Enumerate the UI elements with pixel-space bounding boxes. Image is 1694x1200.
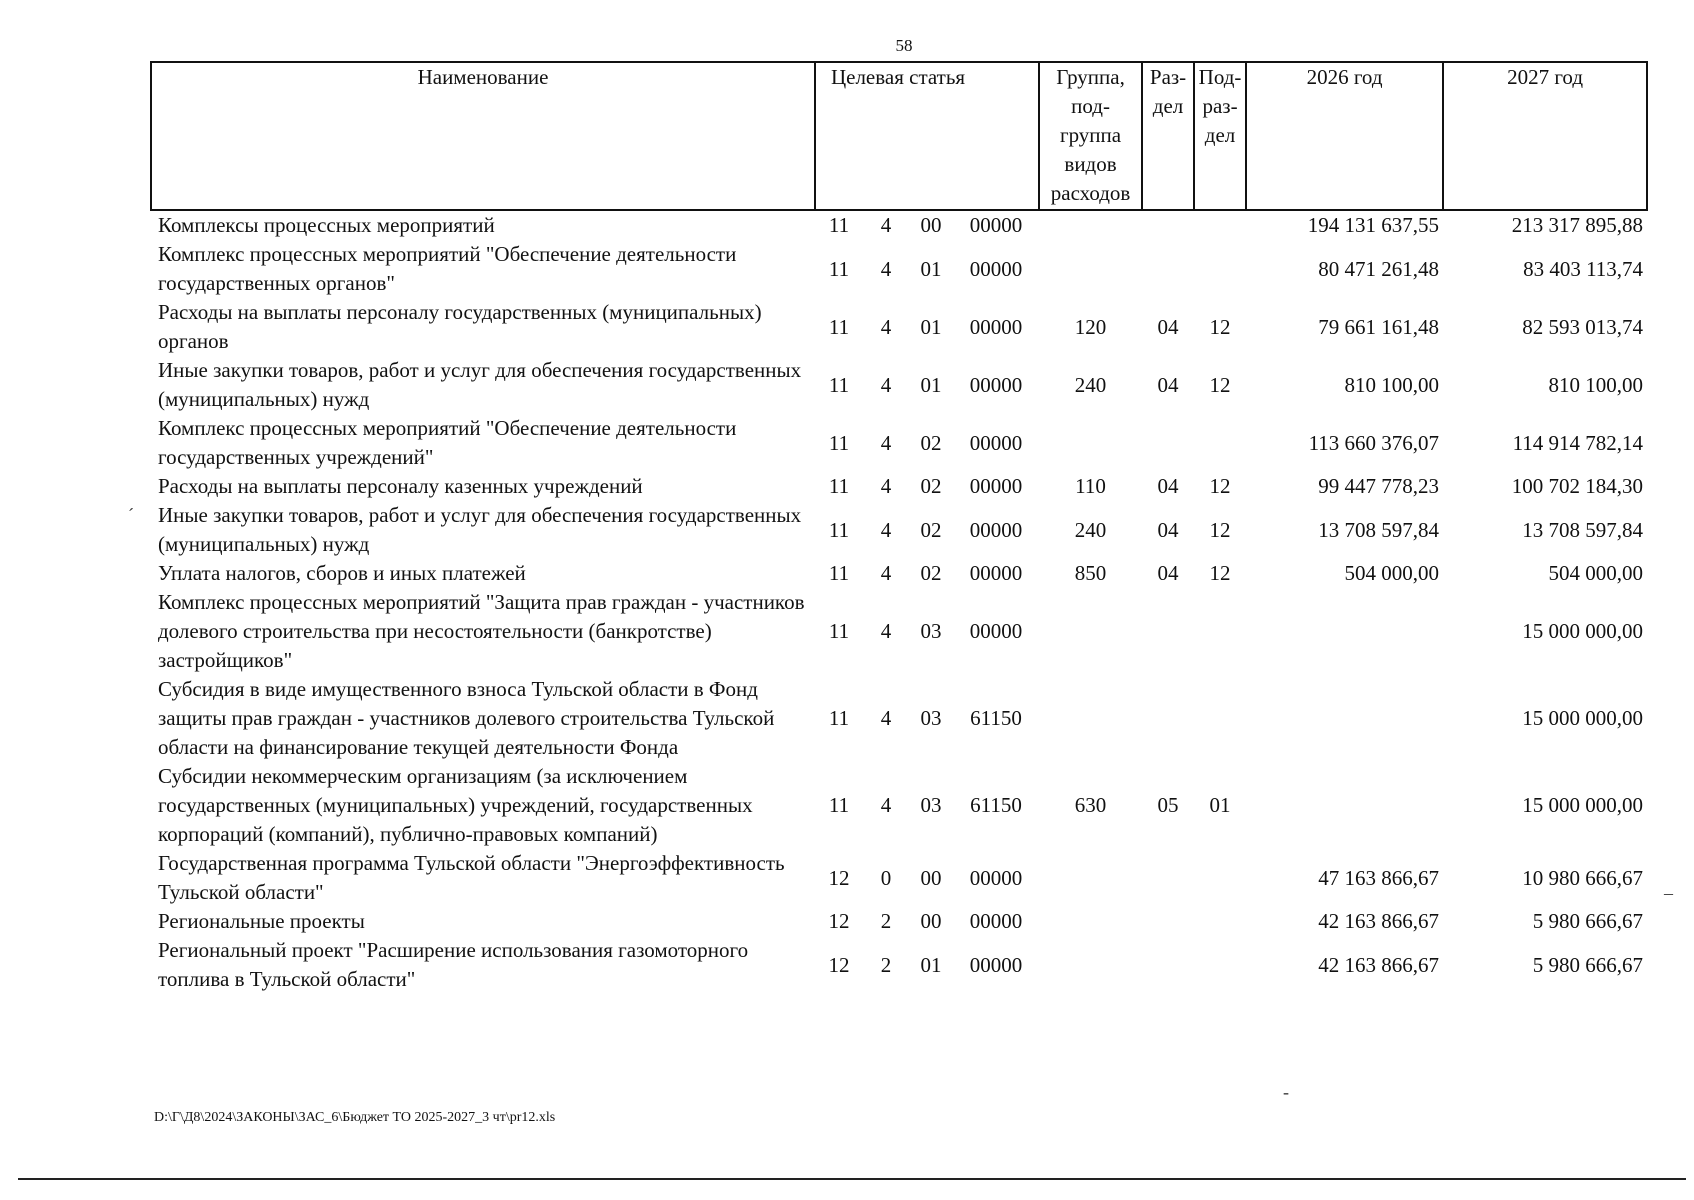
cell-expense-group: 850	[1074, 561, 1107, 585]
cell-program: 11	[828, 372, 850, 397]
cell-direction: 00000	[969, 561, 1023, 585]
table-row	[151, 907, 1647, 936]
cell-2027: 13 708 597,84	[1522, 517, 1644, 542]
header-name: Наименование	[151, 62, 815, 210]
scan-mark: ˊ	[128, 505, 134, 525]
cell-expense-group: 240	[1074, 517, 1107, 542]
cell-program: 11	[828, 256, 850, 281]
table-row	[151, 414, 1647, 472]
cell-name: Комплекс процессных мероприятий "Защита прав граждан - участников долевого строительства при несостоятельности (банкротстве) застройщиков"	[158, 590, 805, 672]
cell-subsection	[1194, 588, 1246, 675]
cell-2027: 100 702 184,30	[1511, 474, 1644, 498]
cell-subsection: 12	[1209, 474, 1231, 498]
table-body	[151, 210, 1647, 994]
cell-structural-element: 01	[920, 314, 942, 339]
cell-direction: 61150	[970, 793, 1022, 817]
cell-section: 05	[1157, 793, 1179, 817]
cell-2027: 5 980 666,67	[1532, 909, 1644, 933]
scan-mark: -	[1283, 1082, 1289, 1102]
cell-2026	[1246, 675, 1443, 762]
cell-direction: 00000	[969, 372, 1023, 397]
cell-expense-group	[1039, 675, 1142, 762]
cell-name: Государственная программа Тульской области "Энергоэффективность Тульской области"	[158, 851, 785, 904]
cell-2026: 113 660 376,07	[1308, 430, 1440, 455]
cell-expense-group: 110	[1075, 474, 1106, 498]
cell-section: 04	[1157, 314, 1179, 339]
table-row	[151, 356, 1647, 414]
cell-name: Региональные проекты	[158, 909, 365, 933]
cell-2027: 10 980 666,67	[1522, 865, 1644, 890]
cell-2026: 80 471 261,48	[1318, 256, 1440, 281]
cell-2027: 83 403 113,74	[1523, 256, 1644, 281]
cell-program: 11	[828, 706, 850, 730]
cell-section	[1142, 414, 1194, 472]
table-row	[151, 588, 1647, 675]
cell-direction: 00000	[969, 474, 1023, 498]
cell-subprogram: 4	[880, 706, 892, 730]
cell-name: Комплекс процессных мероприятий "Обеспечение деятельности государственных органов"	[158, 242, 737, 295]
cell-expense-group	[1039, 210, 1142, 240]
cell-subsection: 12	[1209, 561, 1231, 585]
cell-program: 11	[828, 793, 850, 817]
cell-expense-group	[1039, 907, 1142, 936]
cell-2026: 504 000,00	[1344, 561, 1440, 585]
cell-section	[1142, 210, 1194, 240]
cell-expense-group: 240	[1074, 372, 1107, 397]
cell-2026: 79 661 161,48	[1318, 314, 1440, 339]
cell-subprogram: 2	[880, 952, 892, 977]
cell-name: Иные закупки товаров, работ и услуг для обеспечения государственных (муниципальных) нужд	[158, 503, 802, 556]
cell-structural-element: 00	[920, 213, 942, 237]
cell-program: 11	[828, 314, 850, 339]
header-target-article: Целевая статья	[815, 62, 1039, 210]
cell-expense-group	[1039, 240, 1142, 298]
cell-2026: 810 100,00	[1344, 372, 1440, 397]
cell-subsection	[1194, 240, 1246, 298]
cell-name: Уплата налогов, сборов и иных платежей	[158, 561, 526, 585]
cell-structural-element: 02	[920, 517, 942, 542]
cell-expense-group	[1039, 849, 1142, 907]
cell-name: Региональный проект "Расширение использования газомоторного топлива в Тульской области"	[158, 938, 749, 991]
cell-section	[1142, 240, 1194, 298]
cell-name: Комплекс процессных мероприятий "Обеспечение деятельности государственных учреждений"	[158, 416, 737, 469]
cell-2027: 5 980 666,67	[1532, 952, 1644, 977]
cell-structural-element: 01	[920, 372, 942, 397]
cell-2026: 42 163 866,67	[1318, 909, 1440, 933]
cell-name: Иные закупки товаров, работ и услуг для обеспечения государственных (муниципальных) нужд	[158, 358, 802, 411]
cell-name: Расходы на выплаты персоналу государственных (муниципальных) органов	[158, 300, 762, 353]
cell-section: 04	[1157, 372, 1179, 397]
cell-section	[1142, 675, 1194, 762]
cell-section	[1142, 849, 1194, 907]
cell-2026: 47 163 866,67	[1318, 865, 1440, 890]
cell-direction: 00000	[969, 619, 1023, 643]
table-row	[151, 936, 1647, 994]
cell-direction: 00000	[969, 517, 1023, 542]
cell-subprogram: 4	[880, 430, 892, 455]
cell-program: 11	[828, 517, 850, 542]
cell-subprogram: 4	[880, 372, 892, 397]
header-group: Группа, под-группа видов расходов	[1039, 62, 1142, 210]
table-header-row	[151, 62, 1647, 210]
cell-direction: 61150	[970, 706, 1022, 730]
header-subsection: Под-раз-дел	[1194, 62, 1246, 210]
scan-mark: –	[1664, 883, 1673, 903]
cell-section	[1142, 588, 1194, 675]
header-year-2027: 2027 год	[1443, 62, 1647, 210]
cell-program: 11	[828, 474, 850, 498]
cell-section: 04	[1157, 561, 1179, 585]
cell-subprogram: 4	[880, 619, 892, 643]
cell-subsection	[1194, 936, 1246, 994]
cell-direction: 00000	[969, 213, 1023, 237]
cell-subprogram: 4	[880, 213, 892, 237]
cell-2026	[1246, 588, 1443, 675]
cell-2027: 810 100,00	[1548, 372, 1644, 397]
cell-2027: 82 593 013,74	[1522, 314, 1644, 339]
cell-subsection	[1194, 675, 1246, 762]
table-row	[151, 559, 1647, 588]
cell-structural-element: 01	[920, 952, 942, 977]
cell-program: 12	[828, 909, 850, 933]
cell-section: 04	[1157, 517, 1179, 542]
cell-structural-element: 00	[920, 909, 942, 933]
cell-name: Субсидии некоммерческим организациям (за исключением государственных (муниципальных) учреждений, государственных корпораций (компаний), публично-правовых компаний)	[158, 764, 753, 846]
cell-structural-element: 03	[920, 706, 942, 730]
cell-2027: 213 317 895,88	[1511, 213, 1644, 237]
cell-subprogram: 2	[880, 909, 892, 933]
cell-subsection	[1194, 414, 1246, 472]
cell-direction: 00000	[969, 952, 1023, 977]
cell-section: 04	[1157, 474, 1179, 498]
cell-subprogram: 4	[880, 474, 892, 498]
table-row	[151, 501, 1647, 559]
cell-program: 11	[828, 561, 850, 585]
cell-subprogram: 4	[880, 314, 892, 339]
table-row	[151, 298, 1647, 356]
cell-subsection	[1194, 849, 1246, 907]
header-year-2026: 2026 год	[1246, 62, 1443, 210]
budget-table	[150, 61, 1648, 994]
cell-section	[1142, 936, 1194, 994]
table-row	[151, 210, 1647, 240]
cell-structural-element: 00	[920, 865, 942, 890]
cell-direction: 00000	[969, 256, 1023, 281]
cell-structural-element: 02	[920, 430, 942, 455]
cell-name: Субсидия в виде имущественного взноса Тульской области в Фонд защиты прав граждан - участников долевого строительства Тульской области на финансирование текущей деятельности Фонда	[158, 677, 775, 759]
cell-structural-element: 02	[920, 561, 942, 585]
cell-subprogram: 0	[880, 865, 892, 890]
cell-program: 11	[828, 619, 850, 643]
cell-expense-group: 630	[1074, 793, 1107, 817]
cell-2026: 42 163 866,67	[1318, 952, 1440, 977]
cell-2027: 15 000 000,00	[1522, 793, 1644, 817]
table-row	[151, 675, 1647, 762]
cell-section	[1142, 907, 1194, 936]
cell-structural-element: 02	[920, 474, 942, 498]
cell-name: Комплексы процессных мероприятий	[158, 213, 495, 237]
bottom-rule	[18, 1178, 1686, 1180]
cell-direction: 00000	[969, 314, 1023, 339]
table-row	[151, 240, 1647, 298]
cell-structural-element: 03	[920, 793, 942, 817]
cell-2026	[1246, 762, 1443, 849]
cell-structural-element: 03	[920, 619, 942, 643]
table-row	[151, 472, 1647, 501]
cell-subsection: 01	[1209, 793, 1231, 817]
cell-expense-group	[1039, 414, 1142, 472]
cell-2027: 15 000 000,00	[1522, 619, 1644, 643]
cell-structural-element: 01	[920, 256, 942, 281]
cell-direction: 00000	[969, 430, 1023, 455]
cell-program: 12	[828, 865, 850, 890]
cell-subprogram: 4	[880, 793, 892, 817]
cell-subsection	[1194, 210, 1246, 240]
cell-expense-group	[1039, 936, 1142, 994]
cell-program: 11	[828, 213, 850, 237]
cell-2027: 504 000,00	[1548, 561, 1644, 585]
cell-subsection	[1194, 907, 1246, 936]
cell-2026: 194 131 637,55	[1307, 213, 1440, 237]
cell-program: 12	[828, 952, 850, 977]
table-row	[151, 849, 1647, 907]
cell-2027: 15 000 000,00	[1522, 706, 1644, 730]
cell-2027: 114 914 782,14	[1512, 430, 1644, 455]
cell-subprogram: 4	[880, 256, 892, 281]
cell-subsection: 12	[1209, 372, 1231, 397]
cell-2026: 13 708 597,84	[1318, 517, 1440, 542]
cell-expense-group	[1039, 588, 1142, 675]
file-path: D:\Г\Д8\2024\ЗАКОНЫ\ЗАС_6\Бюджет ТО 2025-2027_3 чт\pr12.xls	[154, 1110, 556, 1125]
cell-expense-group: 120	[1074, 314, 1107, 339]
page-number: 58	[895, 36, 913, 55]
table-row	[151, 762, 1647, 849]
header-section: Раз-дел	[1142, 62, 1194, 210]
cell-2026: 99 447 778,23	[1318, 474, 1440, 498]
cell-direction: 00000	[969, 909, 1023, 933]
cell-name: Расходы на выплаты персоналу казенных учреждений	[158, 474, 643, 498]
cell-subprogram: 4	[880, 517, 892, 542]
cell-subprogram: 4	[880, 561, 892, 585]
cell-direction: 00000	[969, 865, 1023, 890]
cell-program: 11	[828, 430, 850, 455]
cell-subsection: 12	[1209, 314, 1231, 339]
cell-subsection: 12	[1209, 517, 1231, 542]
